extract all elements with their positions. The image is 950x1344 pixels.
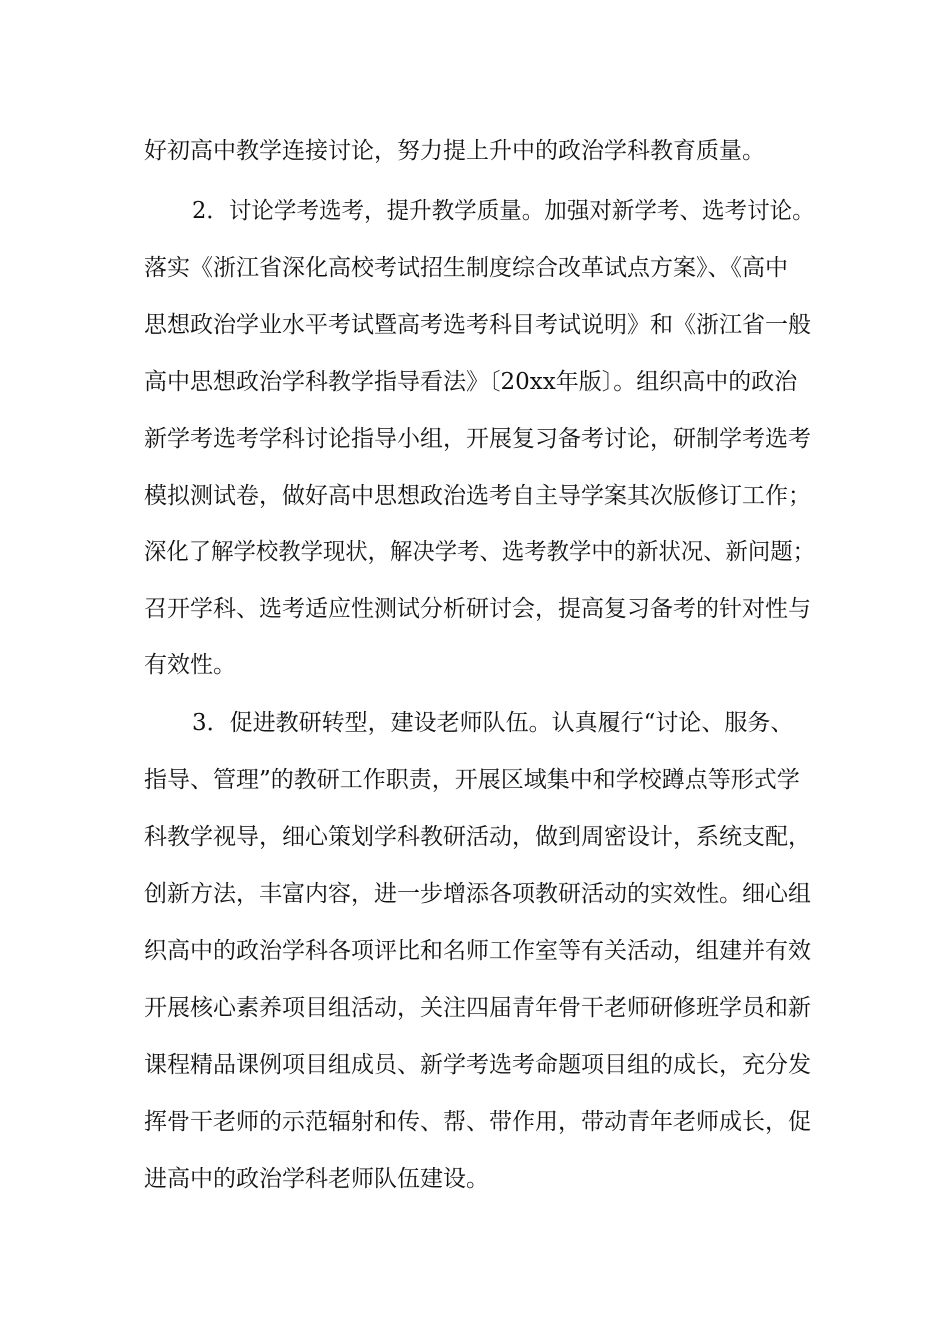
text-line: 挥骨干老师的示范辐射和传、帮、带作用，带动青年老师成长，促 (144, 1109, 811, 1135)
text-line: 有效性。 (144, 652, 236, 678)
text-line: 开展核心素养项目组活动，关注四届青年骨干老师研修班学员和新 (144, 995, 811, 1021)
text-line: 思想政治学业水平考试暨高考选考科目考试说明》和《浙江省一般 (144, 312, 811, 338)
text-line: 指导、管理”的教研工作职责，开展区域集中和学校蹲点等形式学 (144, 767, 800, 793)
paragraph-3-heading-line: 3．促进教研转型，建设老师队伍。认真履行“讨论、服务、 (192, 710, 794, 736)
text-line: 创新方法，丰富内容，进一步增添各项教研活动的实效性。细心组 (144, 881, 811, 907)
text-line: 好初高中教学连接讨论，努力提上升中的政治学科教育质量。 (144, 138, 765, 164)
text-line: 模拟测试卷，做好高中思想政治选考自主导学案其次版修订工作； (144, 483, 811, 509)
text-line: 课程精品课例项目组成员、新学考选考命题项目组的成长，充分发 (144, 1052, 811, 1078)
text-line: 深化了解学校教学现状，解决学考、选考教学中的新状况、新问题； (144, 539, 816, 565)
text-line: 新学考选考学科讨论指导小组，开展复习备考讨论，研制学考选考 (144, 426, 811, 452)
text-line: 科教学视导，细心策划学科教研活动，做到周密设计，系统支配， (144, 824, 811, 850)
paragraph-2-heading-line: 2．讨论学考选考，提升教学质量。加强对新学考、选考讨论。 (192, 198, 815, 224)
text-line: 召开学科、选考适应性测试分析研讨会，提高复习备考的针对性与 (144, 596, 811, 622)
text-line: 进高中的政治学科老师队伍建设。 (144, 1166, 489, 1192)
text-line: 高中思想政治学科教学指导看法》〔20xx年版〕。组织高中的政治 (144, 369, 798, 395)
text-line: 落实《浙江省深化高校考试招生制度综合改革试点方案》、《高中 (144, 255, 788, 281)
text-line: 织高中的政治学科各项评比和名师工作室等有关活动，组建并有效 (144, 938, 811, 964)
